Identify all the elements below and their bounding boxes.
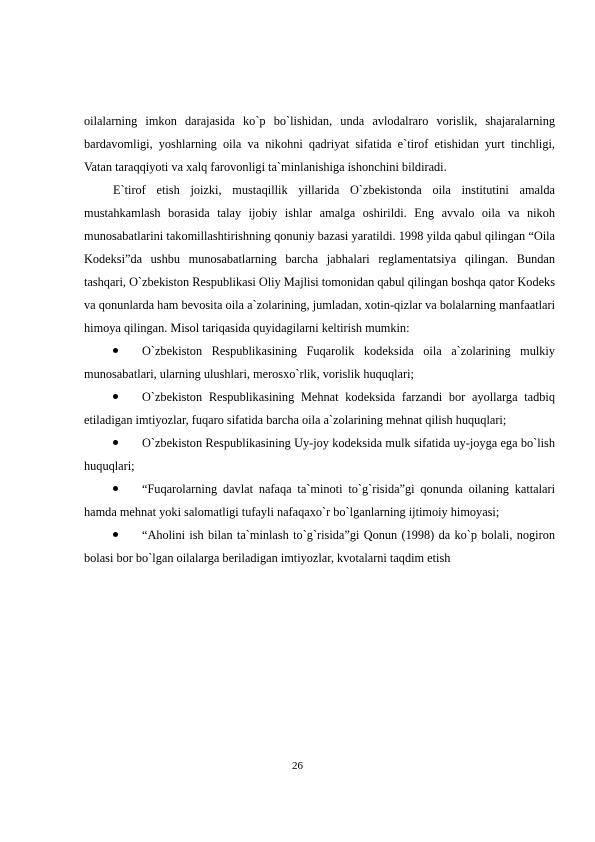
paragraph-legal-framework: E`tirof etish joizki, mustaqillik yillarida O`zbekistonda oila institutini amalda mustahkamlash borasida talay ijobiy ishlar amalga oshirildi. Eng avvalo oila va nikoh munosabatlarini takomillashtirishning qonuniy bazasi yaratildi. 1998 yilda qabul qilingan “Oila Kodeksi”da ushbu munosabatlarning barcha jabhalari reglamentatsiya qilingan. Bundan tashqari, O`zbekiston Respublikasi Oliy Majlisi tomonidan qabul qilingan boshqa qator Kodeks va qonunlarda ham bevosita oila a`zolarining, jumladan, xotin-qizlar va bolalarning manfaatlari himoya qilingan. Misol tariqasida quyidagilarni keltirish mumkin: xyxy=(84,183,555,335)
list-item-text: “Fuqarolarning davlat nafaqa ta`minoti to`g`risida”gi qonunda oilaning kattalari hamda mehnat yoki salomatligi tufayli nafaqaxo`r bo`lganlarning ijtimoiy himoyasi; xyxy=(84,482,555,519)
list-item-text: O`zbekiston Respublikasining Mehnat kodeksida farzandi bor ayollarga tadbiq etiladigan imtiyozlar, fuqaro sifatida barcha oila a`zolarining mehnat qilish huquqlari; xyxy=(84,390,555,427)
page-number: 26 xyxy=(292,760,303,772)
list-item xyxy=(84,524,555,570)
list-item xyxy=(84,340,555,386)
list-item xyxy=(84,386,555,432)
paragraph-continuation: oilalarning imkon darajasida ko`p bo`lishidan, unda avlodalraro vorislik, shajaralarning bardavomligi, yoshlarning oila va nikohni qadriyat sifatida e`tirof etishidan yurt tinchligi, Vatan taraqqiyoti va xalq farovonligi ta`minlanishiga ishonchini bildiradi. xyxy=(84,114,555,174)
bullet-icon xyxy=(113,486,118,491)
bullet-icon xyxy=(113,394,118,399)
list-item-text: O`zbekiston Respublikasining Fuqarolik kodeksida oila a`zolarining mulkiy munosabatlari, ularning ulushlari, merosxo`rlik, vorislik huquqlari; xyxy=(84,344,555,381)
bullet-icon xyxy=(113,440,118,445)
list-item xyxy=(84,478,555,524)
document-body xyxy=(84,110,555,570)
list-item xyxy=(84,432,555,478)
bullet-icon xyxy=(113,532,118,537)
bullet-icon xyxy=(113,348,118,353)
list-item-text: “Aholini ish bilan ta`minlash to`g`risida”gi Qonun (1998) da ko`p bolali, nogiron bolasi bor bo`lgan oilalarga beriladigan imtiyozlar, kvotalarni taqdim etish xyxy=(84,528,555,565)
list-item-text: O`zbekiston Respublikasining Uy-joy kodeksida mulk sifatida uy-joyga ega bo`lish huquqlari; xyxy=(84,436,555,473)
